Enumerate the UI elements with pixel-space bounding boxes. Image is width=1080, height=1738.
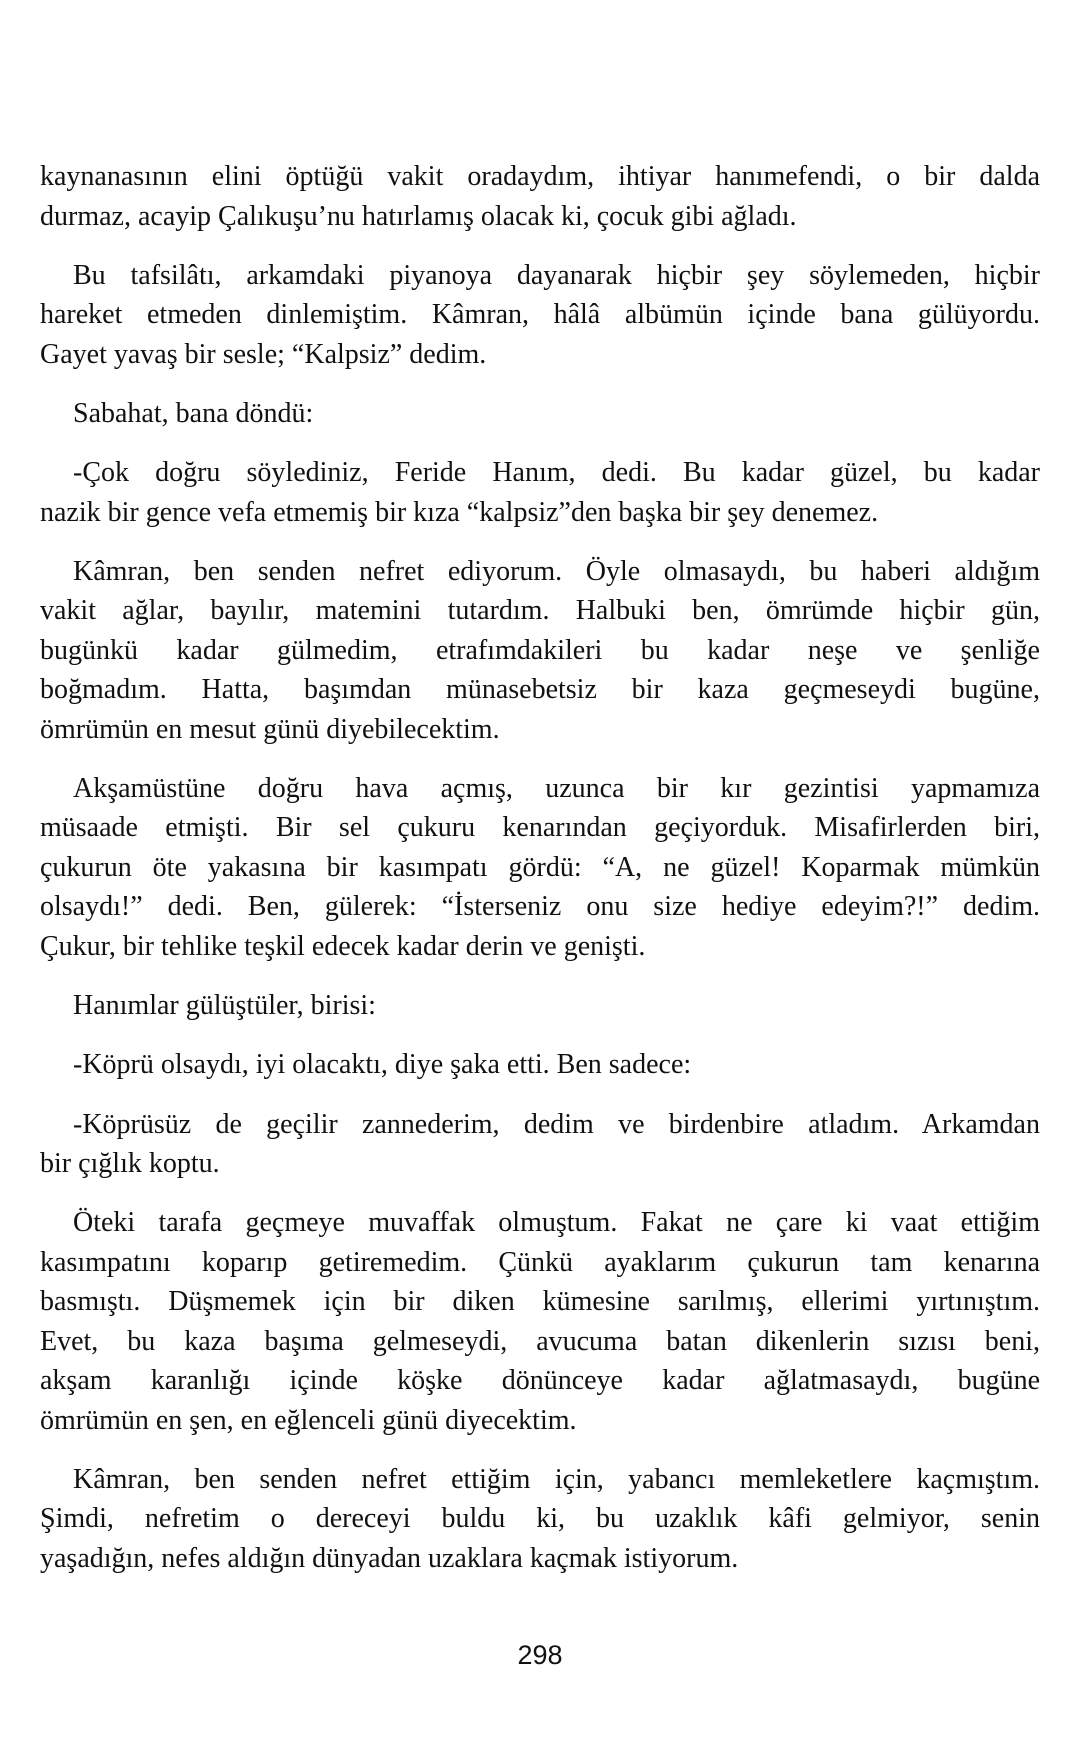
- body-text: [40, 157, 1040, 1598]
- text-line: -Köprüsüz de geçilir zannederim, dedim ve birdenbire atladım. Arkamdan: [73, 1108, 1040, 1140]
- text-line: Akşamüstüne doğru hava açmış, uzunca bir kır gezintisi yapmamıza: [73, 772, 1040, 804]
- text-line: nazik bir gence vefa etmemiş bir kıza “kalpsiz”den başka bir şey denemez.: [40, 496, 879, 528]
- text-line: Şimdi, nefretim o dereceyi buldu ki, bu uzaklık kâfi gelmiyor, senin: [40, 1503, 1040, 1535]
- text-line: durmaz, acayip Çalıkuşu’nu hatırlamış olacak ki, çocuk gibi ağladı.: [40, 200, 797, 232]
- paragraph: [40, 1105, 1040, 1184]
- text-line: basmıştı. Düşmemek için bir diken kümesine sarılmış, ellerimi yırtınıştım.: [40, 1286, 1040, 1318]
- paragraph: [40, 256, 1040, 375]
- paragraph: [40, 394, 1040, 434]
- text-line: kasımpatını koparıp getiremedim. Çünkü ayaklarım çukurun tam kenarına: [40, 1246, 1040, 1278]
- paragraph: [40, 157, 1040, 236]
- text-line: -Çok doğru söylediniz, Feride Hanım, dedi. Bu kadar güzel, bu kadar: [73, 457, 1040, 489]
- paragraph: [40, 1203, 1040, 1440]
- paragraph: [40, 769, 1040, 967]
- text-line: Sabahat, bana döndü:: [73, 397, 314, 429]
- text-line: yaşadığın, nefes aldığın dünyadan uzaklara kaçmak istiyorum.: [40, 1542, 739, 1574]
- text-line: Evet, bu kaza başıma gelmeseydi, avucuma batan dikenlerin sızısı beni,: [40, 1325, 1040, 1357]
- text-line: olsaydı!” dedi. Ben, gülerek: “İsterseniz onu size hediye edeyim?!” dedim.: [40, 891, 1040, 923]
- text-line: Gayet yavaş bir sesle; “Kalpsiz” dedim.: [40, 338, 487, 370]
- paragraph: [40, 453, 1040, 532]
- paragraph: [40, 986, 1040, 1026]
- text-line: müsaade etmişti. Bir sel çukuru kenarından geçiyorduk. Misafirlerden biri,: [40, 812, 1040, 844]
- text-line: akşam karanlığı içinde köşke dönünceye kadar ağlatmasaydı, bugüne: [40, 1365, 1040, 1397]
- text-line: çukurun öte yakasına bir kasımpatı gördü: “A, ne güzel! Koparmak mümkün: [40, 851, 1040, 883]
- paragraph: [40, 552, 1040, 750]
- paragraph: [40, 1045, 1040, 1085]
- text-line: Kâmran, ben senden nefret ediyorum. Öyle olmasaydı, bu haberi aldığım: [73, 555, 1040, 587]
- paragraph: [40, 1460, 1040, 1579]
- text-line: hareket etmeden dinlemiştim. Kâmran, hâlâ albümün içinde bana gülüyordu.: [40, 299, 1040, 331]
- text-line: ömrümün en şen, en eğlenceli günü diyecektim.: [40, 1404, 577, 1436]
- text-line: ömrümün en mesut günü diyebilecektim.: [40, 713, 500, 745]
- text-line: bugünkü kadar gülmedim, etrafımdakileri bu kadar neşe ve şenliğe: [40, 634, 1040, 666]
- page-number: 298: [517, 1640, 563, 1670]
- text-line: -Köprü olsaydı, iyi olacaktı, diye şaka etti. Ben sadece:: [73, 1049, 692, 1081]
- text-line: Hanımlar gülüştüler, birisi:: [73, 990, 376, 1022]
- text-line: vakit ağlar, bayılır, matemini tutardım. Halbuki ben, ömrümde hiçbir gün,: [40, 595, 1040, 627]
- text-line: boğmadım. Hatta, başımdan münasebetsiz bir kaza geçmeseydi bugüne,: [40, 674, 1040, 706]
- text-line: Çukur, bir tehlike teşkil edecek kadar derin ve genişti.: [40, 930, 646, 962]
- text-line: bir çığlık koptu.: [40, 1148, 220, 1179]
- text-line: Öteki tarafa geçmeye muvaffak olmuştum. Fakat ne çare ki vaat ettiğim: [73, 1207, 1040, 1239]
- text-line: kaynanasının elini öptüğü vakit oradaydım, ihtiyar hanımefendi, o bir dalda: [40, 161, 1040, 192]
- text-line: Bu tafsilâtı, arkamdaki piyanoya dayanarak hiçbir şey söylemeden, hiçbir: [73, 259, 1040, 291]
- text-line: Kâmran, ben senden nefret ettiğim için, yabancı memleketlere kaçmıştım.: [73, 1463, 1040, 1495]
